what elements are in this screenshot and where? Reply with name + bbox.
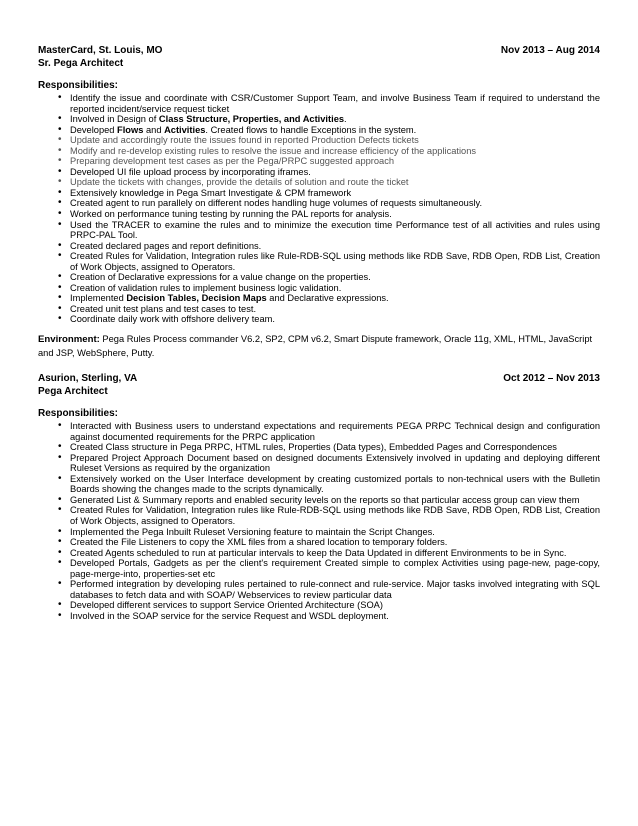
bullet-bold-text: Flows bbox=[117, 124, 144, 135]
bullet-item bbox=[38, 209, 600, 220]
bullet-text: Modify and re-develop existing rules to resolve the issue and increase efficiency of the applications bbox=[70, 145, 477, 156]
bullet-item bbox=[38, 474, 600, 495]
bullet-item bbox=[38, 537, 600, 548]
bullet-item bbox=[38, 135, 600, 146]
bullet-text: Creation of Declarative expressions for a value change on the properties. bbox=[70, 272, 371, 283]
bullet-bold-text: Class Structure, Properties, and Activities bbox=[158, 114, 345, 125]
bullet-text: Generated List & Summary reports and enabled security levels on the reports so that particular access group can view them bbox=[70, 494, 580, 505]
bullet-item bbox=[38, 505, 600, 526]
bullet-text: Update the tickets with changes, provide the details of solution and route the ticket bbox=[70, 177, 409, 188]
company-location: Asurion, Sterling, VA bbox=[38, 373, 138, 385]
bullet-text: Worked on performance tuning testing by running the PAL reports for analysis. bbox=[70, 209, 392, 220]
responsibilities-heading: Responsibilities: bbox=[38, 80, 119, 91]
bullet-text: and Declarative expressions. bbox=[266, 293, 389, 304]
bullet-item bbox=[38, 188, 600, 199]
bullet-text: . Created flows to handle Exceptions in the system. bbox=[205, 124, 417, 135]
bullet-item bbox=[38, 146, 600, 157]
bullet-item bbox=[38, 198, 600, 209]
responsibilities-list bbox=[38, 93, 600, 325]
bullet-item bbox=[38, 114, 600, 125]
section-spacer bbox=[38, 359, 600, 372]
bullet-text: Created Agents scheduled to run at particular intervals to keep the Data Updated in different Environments to be in Sync. bbox=[70, 547, 567, 558]
bullet-item bbox=[38, 579, 600, 600]
bullet-text: Created declared pages and report definitions. bbox=[70, 240, 262, 251]
bullet-text: Created Rules for Validation, Integration rules like Rule-RDB-SQL using methods like RDB Save, RDB Open, RDB List, Creation of Work Objects, assigned to Operators. bbox=[70, 505, 600, 526]
bullet-text: Involved in Design of bbox=[70, 114, 159, 125]
bullet-item bbox=[38, 453, 600, 474]
bullet-text: Extensively worked on the User Interface development by creating customized portals to non-technical users with the Bulletin Boards showing the changes made to the scripts dynamically. bbox=[70, 473, 600, 495]
bullet-text: Developed bbox=[70, 124, 118, 135]
bullet-text: Interacted with Business users to understand expectations and requirements PEGA PRPC Technical design and configuration against documented requirements for the PRPC application bbox=[70, 421, 600, 442]
job-header bbox=[38, 44, 600, 57]
bullet-item bbox=[38, 548, 600, 559]
bullet-text: Implemented bbox=[70, 293, 127, 304]
bullet-bold-text: Decision Tables, Decision Maps bbox=[126, 293, 267, 304]
bullet-bold-text: Activities bbox=[164, 124, 206, 135]
bullet-item bbox=[38, 495, 600, 506]
bullet-text: Coordinate daily work with offshore delivery team. bbox=[70, 314, 275, 325]
bullet-item bbox=[38, 304, 600, 315]
responsibilities-heading: Responsibilities: bbox=[38, 408, 119, 420]
bullet-text: Creation of validation rules to implement business logic validation. bbox=[70, 282, 342, 293]
bullet-item bbox=[38, 93, 600, 114]
bullet-item bbox=[38, 442, 600, 453]
bullet-item bbox=[38, 293, 600, 304]
bullet-item bbox=[38, 558, 600, 579]
job-mastercard bbox=[38, 44, 600, 359]
bullet-text: Update and accordingly route the issues found in reported Production Defects tickets bbox=[70, 135, 419, 146]
company-location: MasterCard, St. Louis, MO bbox=[38, 45, 163, 56]
bullet-text: Performed integration by developing rules pertained to rule-connect and rule-service. Major tasks involved integrating with SQL databases to fetch data and with SOAP/ Webservices to review particular data bbox=[70, 579, 600, 600]
environment-label: Environment: bbox=[38, 334, 100, 346]
bullet-text: Prepared Project Approach Document based on designed documents Extensively involved in updating and deploying different Ruleset Versions as required by the organization bbox=[70, 452, 600, 474]
bullet-item bbox=[38, 600, 600, 611]
job-header bbox=[38, 372, 600, 385]
job-title: Pega Architect bbox=[38, 386, 108, 398]
job-asurion bbox=[38, 372, 600, 621]
bullet-text: Created agent to run parallely on different nodes handling huge volumes of requests simultaneously. bbox=[70, 198, 483, 209]
responsibilities-list bbox=[38, 421, 600, 621]
bullet-item bbox=[38, 251, 600, 272]
bullet-text: Used the TRACER to examine the rules and to minimize the execution time Performance test of all activities and rules using PRPC-PAL Tool. bbox=[70, 219, 600, 241]
bullet-text: Implemented the Pega Inbuilt Ruleset Versioning feature to maintain the Script Changes. bbox=[70, 526, 435, 537]
bullet-item bbox=[38, 527, 600, 538]
bullet-item bbox=[38, 421, 600, 442]
environment-paragraph bbox=[38, 333, 600, 359]
bullet-text: Developed Portals, Gadgets as per the client's requirement Created simple to complex Activities using page-new, page-copy, page-merge-into, properties-set etc bbox=[70, 558, 600, 579]
bullet-item bbox=[38, 125, 600, 136]
bullet-item bbox=[38, 283, 600, 294]
bullet-text: Created Rules for Validation, Integration rules like Rule-RDB-SQL using methods like RDB Save, RDB Open, RDB List, Creation of Work Objects, assigned to Operators. bbox=[70, 251, 600, 272]
bullet-text: . bbox=[344, 114, 347, 125]
employment-dates: Oct 2012 – Nov 2013 bbox=[503, 373, 600, 385]
bullet-text: Involved in the SOAP service for the service Request and WSDL deployment. bbox=[70, 610, 389, 621]
bullet-text: Developed UI file upload process by incorporating iframes. bbox=[70, 166, 311, 177]
bullet-text: Created the File Listeners to copy the XML files from a shared location to temporary folders. bbox=[70, 537, 448, 548]
bullet-item bbox=[38, 241, 600, 252]
bullet-text: Created unit test plans and test cases to test. bbox=[70, 303, 257, 314]
bullet-text: Developed different services to support Service Oriented Architecture (SOA) bbox=[70, 600, 383, 611]
bullet-text: Preparing development test cases as per the Pega/PRPC suggested approach bbox=[70, 156, 395, 167]
bullet-item bbox=[38, 167, 600, 178]
environment-text: Pega Rules Process commander V6.2, SP2, CPM v6.2, Smart Dispute framework, Oracle 11g, XML, HTML, JavaScript and JSP, WebSphere, Putty. bbox=[38, 334, 593, 358]
bullet-text: and bbox=[143, 124, 165, 135]
bullet-item bbox=[38, 177, 600, 188]
bullet-item bbox=[38, 156, 600, 167]
bullet-text: Extensively knowledge in Pega Smart Investigate & CPM framework bbox=[70, 187, 352, 198]
bullet-item bbox=[38, 220, 600, 241]
bullet-item bbox=[38, 314, 600, 325]
job-title: Sr. Pega Architect bbox=[38, 58, 124, 69]
employment-dates: Nov 2013 – Aug 2014 bbox=[500, 45, 600, 56]
bullet-item bbox=[38, 272, 600, 283]
bullet-text: Identify the issue and coordinate with CSR/Customer Support Team, and involve Business Team if required to understand the reported incident/service request ticket bbox=[70, 93, 600, 114]
bullet-text: Created Class structure in Pega PRPC, HTML rules, Properties (Data types), Embedded Pages and Correspondences bbox=[70, 442, 557, 453]
bullet-item bbox=[38, 611, 600, 622]
